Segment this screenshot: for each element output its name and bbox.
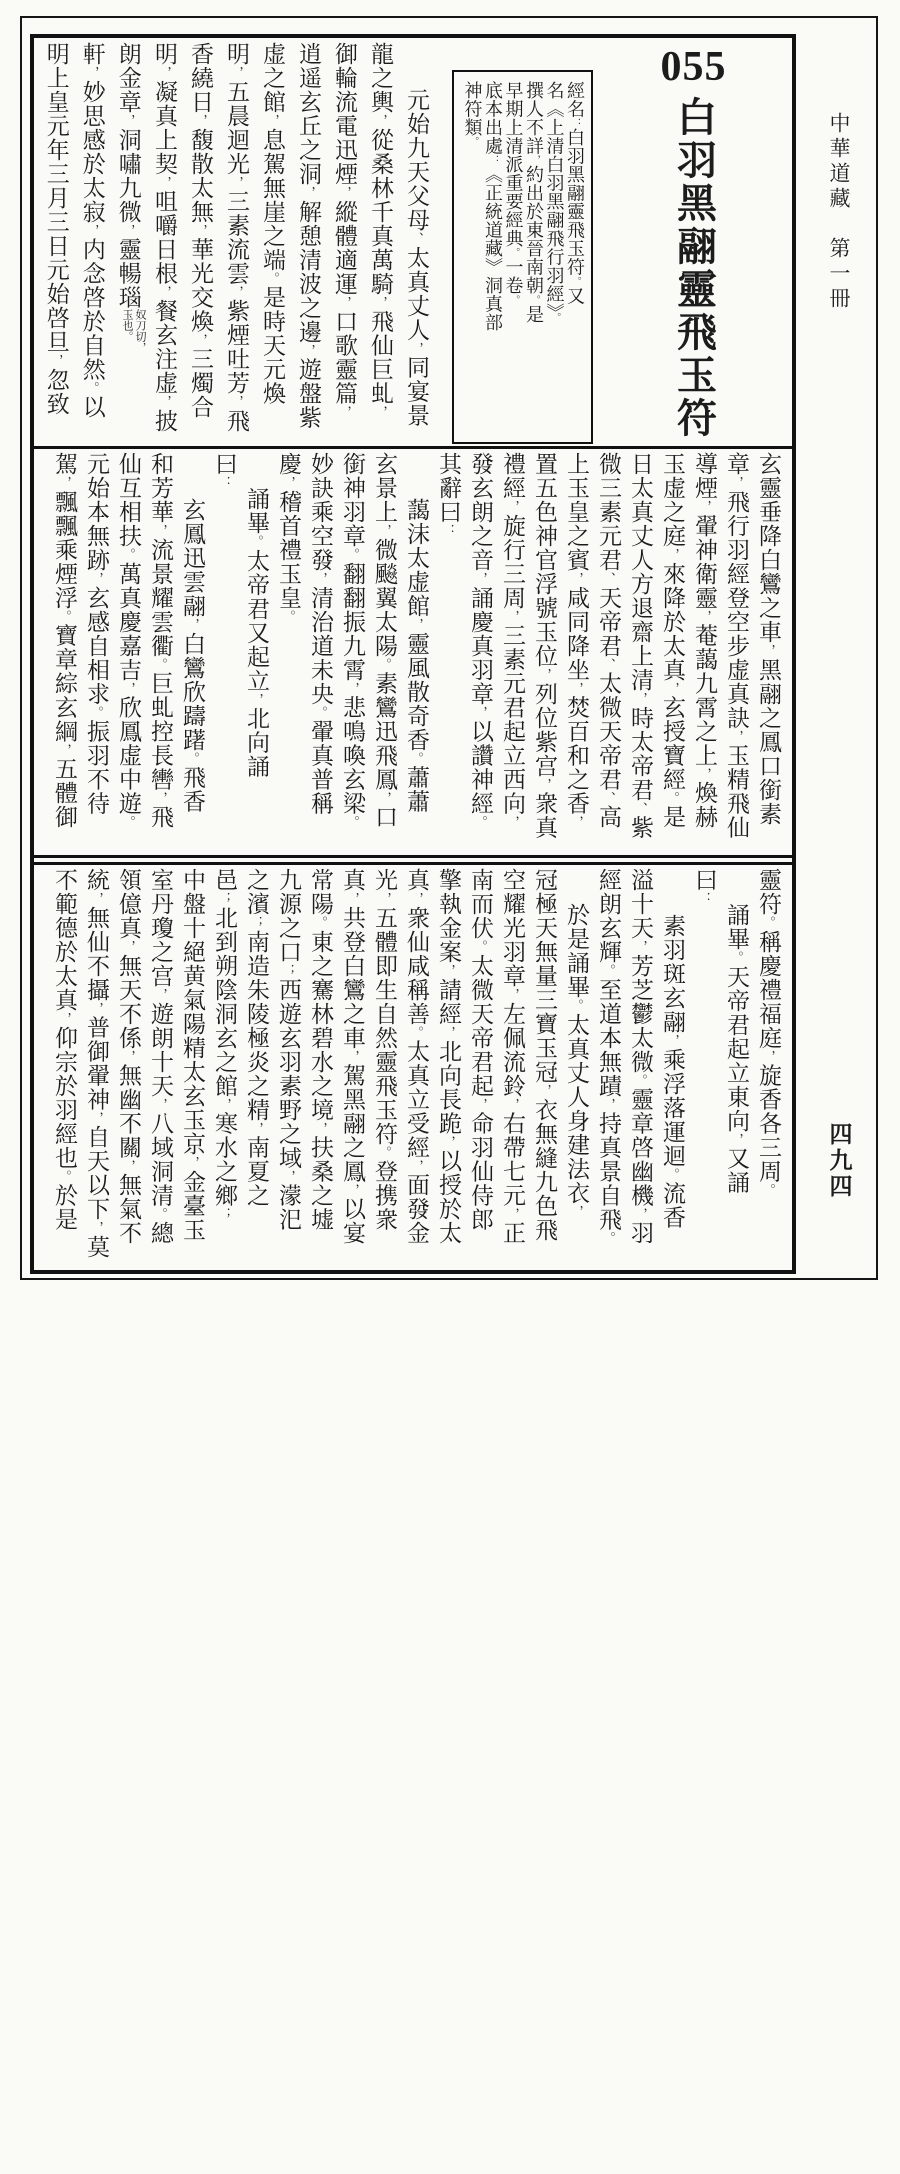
punctuation: 。	[509, 295, 520, 305]
punctuation: ，	[229, 285, 243, 299]
punctuation: ，	[729, 1132, 743, 1146]
punctuation: ，	[761, 1050, 775, 1064]
punctuation: ，	[49, 354, 63, 368]
punctuation: 。	[153, 1207, 167, 1221]
punctuation: ，	[373, 296, 387, 310]
punctuation: 。	[570, 276, 581, 286]
text-column: 明上皇元年三月三日元始啓旦，忽致	[38, 42, 74, 442]
text-column: 明，五晨迴光，三素流雲，紫煙吐芳，飛	[218, 42, 254, 442]
punctuation: ，	[301, 186, 315, 200]
text-column: 南而伏。太微天帝君起，命羽仙侍郎	[464, 868, 496, 2168]
text-column: 邑；北到朔陰洞玄之館，寒水之鄉；	[208, 868, 240, 2168]
text-column: 導煙，翬神衛靈，菴藹九霄之上，煥赫	[688, 452, 720, 852]
punctuation: ，	[377, 892, 391, 906]
punctuation: ：	[441, 524, 455, 538]
text-column: 曰：	[688, 868, 720, 2168]
punctuation: ，	[57, 476, 71, 490]
punctuation: ，	[185, 618, 199, 632]
punctuation: 。	[121, 548, 135, 562]
punctuation: ，	[441, 964, 455, 978]
text-frame	[30, 34, 796, 1274]
punctuation: 、	[601, 572, 615, 586]
punctuation: ，	[633, 940, 647, 954]
text-column: 領億真，無天不係，無幽不關，無氣不	[112, 868, 144, 2168]
punctuation: 。	[468, 137, 479, 147]
text-column: 中盤十絕黄氣陽精太玄玉京，金臺玉	[176, 868, 208, 2168]
punctuation: ，	[157, 285, 171, 299]
punctuation: ，	[505, 815, 519, 829]
punctuation: 。	[633, 1074, 647, 1088]
text-column: 駕，飄飄乘煙浮。寶章綜玄綱，五體御	[48, 452, 80, 852]
text-column: 名《上清白羽黑翮飛行羽經》。	[544, 81, 565, 433]
punctuation: ，	[569, 1204, 583, 1218]
text-column: 統，無仙不攝，普御翬神，自天以下，莫	[80, 868, 112, 2168]
punctuation: ，	[249, 692, 263, 706]
text-column: 章，飛行羽經登空步虚真訣，玉精飛仙	[720, 452, 752, 852]
punctuation: ，	[265, 114, 279, 128]
punctuation: 。	[473, 940, 487, 954]
punctuation: 。	[345, 815, 359, 829]
band-middle	[34, 449, 792, 858]
punctuation: ，	[57, 743, 71, 757]
text-column: 日太真丈人方退齋上清，時太帝君、紫	[624, 452, 656, 852]
text-column: 逍遥玄丘之洞，解憩清波之邊，遊盤紫	[290, 42, 326, 442]
text-column: 經朗玄輝。至道本無蹟，持真景自飛。	[592, 868, 624, 2168]
punctuation: ，	[157, 395, 171, 409]
punctuation: ，	[537, 778, 551, 792]
punctuation: ，	[665, 682, 679, 696]
text-column: 早期上清派重要經典。一卷。	[503, 81, 524, 433]
punctuation: 。	[313, 916, 327, 930]
punctuation: 。	[281, 610, 295, 624]
punctuation: ，	[281, 476, 295, 490]
punctuation: ，	[57, 1012, 71, 1026]
punctuation: ，	[229, 176, 243, 190]
abstract-text	[460, 81, 585, 433]
punctuation: ，	[193, 224, 207, 238]
text-column: 置五色神官浮號玉位，列位紫宫，衆真	[528, 452, 560, 852]
text-column: 曰：	[208, 452, 240, 852]
punctuation: ，	[193, 333, 207, 347]
abstract-box	[452, 70, 593, 444]
text-column: 藹沫太虚館，靈風散奇香。蕭蕭	[400, 452, 432, 852]
text-column: 誦畢。天帝君起立東向，又誦	[720, 868, 752, 2168]
punctuation: ，	[473, 706, 487, 720]
punctuation: ，	[729, 476, 743, 490]
band-bottom	[34, 862, 792, 2174]
punctuation: 。	[473, 815, 487, 829]
text-column: 玉虚之庭，來降於太真，玄授寶經。是	[656, 452, 688, 852]
punctuation: ，	[537, 668, 551, 682]
punctuation: ，	[85, 224, 99, 238]
punctuation: 、	[633, 802, 647, 816]
text-column: 玄景上，微飈翼太陽。素鸞迅飛鳳，口	[368, 452, 400, 852]
punctuation: ，	[505, 988, 519, 1002]
punctuation: ，	[373, 405, 387, 419]
punctuation: 。	[509, 248, 520, 258]
text-column: 之濱；南造朱陵極炎之精，南夏之	[240, 868, 272, 2168]
punctuation: ，	[229, 395, 243, 409]
punctuation: ，	[157, 176, 171, 190]
punctuation: ，	[569, 682, 583, 696]
punctuation: ，	[153, 988, 167, 1002]
punctuation: 、	[601, 658, 615, 672]
punctuation: ，	[373, 114, 387, 128]
punctuation: ，	[153, 1098, 167, 1112]
punctuation: 。	[409, 1026, 423, 1040]
text-column: 撰人不詳，約出於東晉南朝。是	[524, 81, 545, 433]
punctuation: ，	[345, 1050, 359, 1064]
punctuation: 。	[761, 916, 775, 930]
punctuation: ，	[441, 1135, 455, 1149]
punctuation: ，	[409, 342, 423, 356]
punctuation: ，	[633, 1207, 647, 1221]
text-column: 玄靈垂降白鸞之車，黑翮之鳳口銜素	[752, 452, 784, 852]
punctuation: ，	[121, 940, 135, 954]
punctuation: ，	[409, 618, 423, 632]
punctuation: ，	[281, 1170, 295, 1184]
punctuation: ，	[313, 1122, 327, 1136]
punctuation: ，	[761, 644, 775, 658]
punctuation: ，	[249, 1122, 263, 1136]
punctuation: ，	[217, 1098, 231, 1112]
text-column: 不範德於太真，仰宗於羽經也。於是	[48, 868, 80, 2168]
punctuation: ：	[570, 118, 581, 128]
text-column: 素羽斑玄翮，乘浮落運迴。流香	[656, 868, 688, 2168]
punctuation: ，	[505, 1098, 519, 1112]
text-column: 擎執金案，請經，北向長跪，以授於太	[432, 868, 464, 2168]
band-top	[34, 38, 792, 449]
punctuation: ，	[185, 1156, 199, 1170]
punctuation: ，	[697, 500, 711, 514]
punctuation: ，	[121, 224, 135, 238]
text-column: 經名：白羽黑翮靈飛玉符。又	[565, 81, 586, 433]
punctuation: 。	[529, 295, 540, 305]
punctuation: ，	[313, 572, 327, 586]
punctuation: ，	[377, 524, 391, 538]
text-column: 玄鳳迅雲翮，白鸞欣躊躇。飛香	[176, 452, 208, 852]
punctuation: ，	[473, 1098, 487, 1112]
punctuation: ，	[377, 791, 391, 805]
punctuation: ，	[153, 524, 167, 538]
punctuation: ：	[488, 155, 499, 165]
punctuation: ，	[473, 572, 487, 586]
text-column: 香繞日，馥散太無，華光交煥，三燭合	[182, 42, 218, 442]
punctuation: 。	[313, 706, 327, 720]
punctuation: 。	[377, 1146, 391, 1160]
band-bottom-text	[42, 868, 784, 2168]
punctuation: ；	[217, 1207, 231, 1221]
punctuation: ，	[537, 1084, 551, 1098]
punctuation: ，	[337, 405, 351, 419]
text-column: 御輪流電迅煙，縱體適運，口歌靈篇，	[326, 42, 362, 442]
punctuation: ，	[301, 344, 315, 358]
margin-strip	[800, 34, 878, 1274]
punctuation: 。	[89, 706, 103, 720]
punctuation: ，	[665, 548, 679, 562]
punctuation: ；	[249, 916, 263, 930]
punctuation: ，	[665, 1034, 679, 1048]
text-column: 元始九天父母、太真丈人，同宴景	[398, 42, 434, 442]
punctuation: 。	[265, 272, 279, 286]
page-number: 四九四	[823, 1122, 856, 1200]
text-column: 明，凝真上契，咀嚼日根，餐玄注虚，披	[146, 42, 182, 442]
punctuation: 。	[377, 658, 391, 672]
punctuation: ，	[441, 1026, 455, 1040]
text-column: 其辭曰：	[432, 452, 464, 852]
punctuation: ，	[89, 572, 103, 586]
punctuation: 。	[601, 1231, 615, 1245]
text-column: 妙訣乘空發，清治道未央。翬真普稱	[304, 452, 336, 852]
punctuation: 。	[569, 999, 583, 1013]
punctuation: ，	[85, 66, 99, 80]
punctuation: ，	[345, 892, 359, 906]
text-column: 上玉皇之賓，咸同降坐，焚百和之香，	[560, 452, 592, 852]
title-block	[601, 42, 786, 442]
text-column: 發玄朗之音，誦慶真羽章，以讚神經。	[464, 452, 496, 852]
punctuation: ，	[697, 767, 711, 781]
text-column: 和芳華，流景耀雲衢。巨虬控長轡，飛	[144, 452, 176, 852]
punctuation: ，	[601, 1098, 615, 1112]
punctuation: 。	[121, 815, 135, 829]
punctuation: 、	[601, 791, 615, 805]
punctuation: ，	[89, 1111, 103, 1125]
punctuation: 。	[345, 548, 359, 562]
punctuation: 。	[601, 964, 615, 978]
punctuation: 。	[665, 791, 679, 805]
text-column: 軒，妙思感於太寂，内念啓於自然。以	[74, 42, 110, 442]
punctuation: 。	[57, 1170, 71, 1184]
punctuation: ，	[337, 186, 351, 200]
text-column: 微三素元君、天帝君、太微天帝君、高	[592, 452, 624, 852]
text-column: 真，共登白鸞之車，駕黑翮之鳳，以宴	[336, 868, 368, 2168]
punctuation: ，	[121, 1050, 135, 1064]
punctuation: 。	[409, 752, 423, 766]
punctuation: ，	[697, 610, 711, 624]
punctuation: ，	[409, 892, 423, 906]
text-column: 溢十天，芳芝鬱太微。靈章啓幽機，羽	[624, 868, 656, 2168]
punctuation: 。	[57, 610, 71, 624]
punctuation: ，	[345, 682, 359, 696]
punctuation: ，	[409, 1159, 423, 1173]
punctuation: ；	[281, 964, 295, 978]
punctuation: ，	[569, 572, 583, 586]
text-column: 誦畢。太帝君又起立，北向誦	[240, 452, 272, 852]
text-column: 龍之輿，從桑林千真萬騎，飛仙巨虬，	[362, 42, 398, 442]
band-middle-text	[42, 452, 784, 852]
text-column: 底本出處：《正統道藏》洞真部	[483, 81, 504, 433]
text-column: 常陽。東之騫林碧水之境，扶桑之墟	[304, 868, 336, 2168]
punctuation: ，	[729, 730, 743, 744]
punctuation: 、	[409, 232, 423, 246]
punctuation: 。	[85, 381, 99, 395]
punctuation: ，	[121, 1159, 135, 1173]
text-column: 慶，稽首禮玉皇。	[272, 452, 304, 852]
abstract-box-wrapper	[452, 42, 601, 442]
punctuation: ，	[345, 1183, 359, 1197]
punctuation: ，	[89, 1002, 103, 1016]
punctuation: 。	[249, 535, 263, 549]
punctuation: ，	[157, 66, 171, 80]
punctuation: 。	[665, 1168, 679, 1182]
punctuation: ；	[217, 892, 231, 906]
text-column: 九源之口；西遊玄羽素野之域，濛汜	[272, 868, 304, 2168]
punctuation: 。	[550, 313, 561, 323]
punctuation: ，	[569, 815, 583, 829]
punctuation: ，	[505, 500, 519, 514]
inline-annotation: 奴刀切，玉也。	[120, 309, 146, 359]
band-top-text	[38, 42, 434, 442]
punctuation: 。	[729, 951, 743, 965]
punctuation: ，	[121, 114, 135, 128]
punctuation: ：	[217, 476, 231, 490]
punctuation: ，	[89, 892, 103, 906]
margin-header: 中華道藏 第一冊	[824, 112, 854, 312]
main-title: 白羽黑翮靈飛玉符	[673, 96, 715, 440]
punctuation: 。	[761, 1183, 775, 1197]
text-column: 仙互相扶。萬真慶嘉吉，欣鳳虚中遊。	[112, 452, 144, 852]
punctuation: ，	[337, 296, 351, 310]
text-column: 朗金章，洞嘯九微，靈暢瑙奴刀切，玉也。	[110, 42, 146, 442]
text-column: 真，衆仙咸稱善。太真立受經，面發金	[400, 868, 432, 2168]
text-column: 冠極天無量三寶玉冠，衣無縫九色飛	[528, 868, 560, 2168]
punctuation: ，	[505, 610, 519, 624]
text-column: 銜神羽章。翻翻振九霄，悲鳴喚玄梁。	[336, 452, 368, 852]
punctuation: ：	[697, 892, 711, 906]
punctuation: ，	[505, 1207, 519, 1221]
text-column: 靈符。稱慶禮福庭，旋香各三周。	[752, 868, 784, 2168]
punctuation: ，	[529, 155, 540, 165]
text-column: 空耀光羽章，左佩流鈴，右帶七元，正	[496, 868, 528, 2168]
text-column: 光，五體即生自然靈飛玉符。登携衆	[368, 868, 400, 2168]
punctuation: 。	[185, 752, 199, 766]
doc-number: 055	[661, 44, 727, 90]
text-column: 禮經，旋行三周，三素元君起立西向，	[496, 452, 528, 852]
punctuation: 。	[153, 658, 167, 672]
punctuation: ，	[89, 1221, 103, 1235]
punctuation: ，	[153, 791, 167, 805]
punctuation: ，	[121, 682, 135, 696]
band-top-body	[38, 42, 452, 442]
punctuation: ，	[633, 692, 647, 706]
punctuation: ，	[229, 66, 243, 80]
text-column: 室丹瓊之宫，遊朗十天，八域洞清。總	[144, 868, 176, 2168]
text-column: 虚之館，息駕無崖之端。是時天元煥	[254, 42, 290, 442]
text-column: 於是誦畢。太真丈人身建法衣，	[560, 868, 592, 2168]
text-column: 元始本無跡，玄感自相求。振羽不待	[80, 452, 112, 852]
text-column: 神符類。	[462, 81, 483, 433]
punctuation: ，	[193, 114, 207, 128]
